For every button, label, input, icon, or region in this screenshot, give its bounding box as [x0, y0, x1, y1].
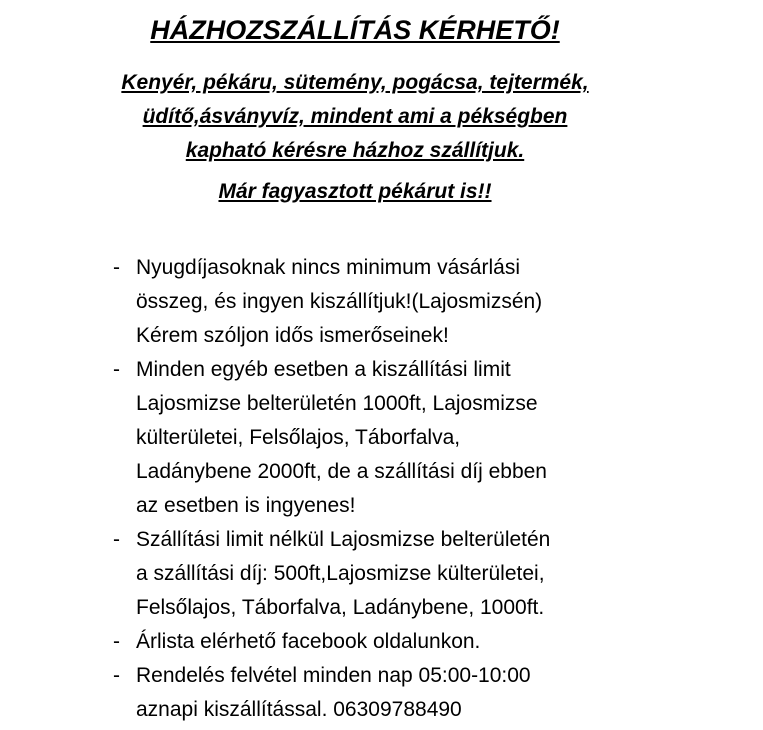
list-item-line: Szállítási limit nélkül Lajosmizse belterületén — [136, 528, 551, 551]
list-item-ordering-hours — [0, 659, 550, 727]
list-item-line: az esetben is ingyenes! — [136, 494, 356, 517]
list-item-line: a szállítási díj: 500ft,Lajosmizse külterületei, — [136, 562, 545, 585]
frozen-goods-note: Már fagyasztott pékárut is!! — [218, 180, 492, 203]
list-item-line: Lajosmizse belterületén 1000ft, Lajosmizse — [136, 392, 538, 415]
list-item-line: Kérem szóljon idős ismerőseinek! — [136, 324, 449, 347]
list-item-delivery-limit — [0, 353, 550, 523]
list-item-line: Minden egyéb esetben a kiszállítási limit — [136, 358, 511, 381]
subtitle-line: kapható kérésre házhoz szállítjuk. — [185, 139, 525, 162]
subtitle-line: Kenyér, pékáru, sütemény, pogácsa, tejtermék, — [121, 71, 589, 94]
list-item-pensioners — [0, 251, 550, 353]
bullet-dash: - — [113, 256, 120, 279]
list-item-line: aznapi kiszállítással. 06309788490 — [136, 698, 462, 721]
list-item-line: Ladánybene 2000ft, de a szállítási díj ebben — [136, 460, 547, 483]
list-item-delivery-fee — [0, 523, 550, 625]
bullet-dash: - — [113, 630, 120, 653]
bullet-dash: - — [113, 358, 120, 381]
list-item-line: külterületei, Felsőlajos, Táborfalva, — [136, 426, 461, 449]
list-item-line: összeg, és ingyen kiszállítjuk!(Lajosmizsén) — [136, 290, 543, 313]
info-list — [0, 251, 550, 727]
list-item-line: Felsőlajos, Táborfalva, Ladánybene, 1000ft. — [136, 596, 545, 619]
list-item-price-list — [0, 625, 550, 659]
list-item-line: Nyugdíjasoknak nincs minimum vásárlási — [136, 256, 520, 279]
list-item-line: Rendelés felvétel minden nap 05:00-10:00 — [136, 664, 531, 687]
subtitle-line: üdítő,ásványvíz, mindent ami a pékségben — [142, 105, 568, 128]
list-item-line: Árlista elérhető facebook oldalunkon. — [136, 630, 481, 653]
page-title: HÁZHOZSZÁLLÍTÁS KÉRHETŐ! — [150, 15, 560, 45]
bullet-dash: - — [113, 528, 120, 551]
bullet-dash: - — [113, 664, 120, 687]
